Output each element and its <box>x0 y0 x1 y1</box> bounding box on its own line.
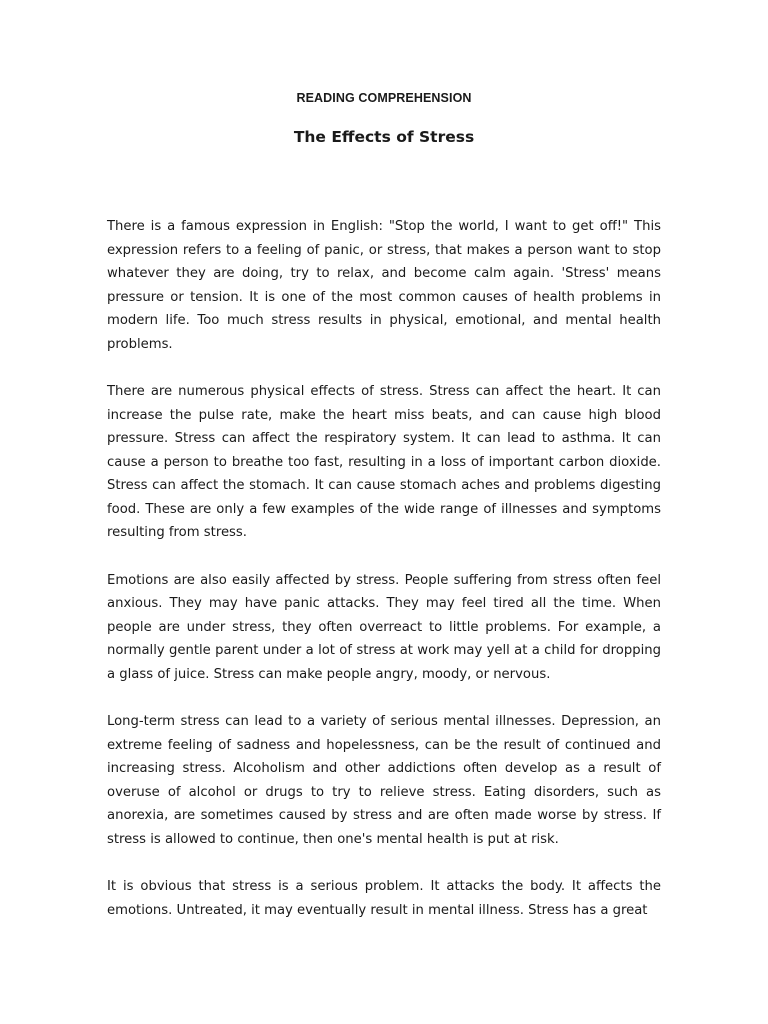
paragraph-physical-effects: There are numerous physical effects of stress. Stress can affect the heart. It can increase the pulse rate, make the heart miss beats, and can cause high blood pressure. Stress can affect the respiratory system. It can lead to asthma. It can cause a person to breathe too fast, resulting in a loss of important carbon dioxide. Stress can affect the stomach. It can cause stomach aches and problems digesting food. These are only a few examples of the wide range of illnesses and symptoms resulting from stress. <box>107 384 661 540</box>
document-body <box>107 215 661 946</box>
document-heading: READING COMPREHENSION <box>296 91 472 105</box>
paragraph-emotional-effects: Emotions are also easily affected by stress. People suffering from stress often feel anxious. They may have panic attacks. They may feel tired all the time. When people are under stress, they often overreact to little problems. For example, a normally gentle parent under a lot of stress at work may yell at a child for dropping a glass of juice. Stress can make people angry, moody, or nervous. <box>107 572 661 682</box>
paragraph-mental-effects: Long-term stress can lead to a variety of serious mental illnesses. Depression, an extreme feeling of sadness and hopelessness, can be the result of continued and increasing stress. Alcoholism and other addictions often develop as a result of overuse of alcohol or drugs to try to relieve stress. Eating disorders, such as anorexia, are sometimes caused by stress and are often made worse by stress. If stress is allowed to continue, then one's mental health is put at risk. <box>107 714 661 847</box>
paragraph-intro: There is a famous expression in English: "Stop the world, I want to get off!" This expression refers to a feeling of panic, or stress, that makes a person want to stop whatever they are doing, try to relax, and become calm again. 'Stress' means pressure or tension. It is one of the most common causes of health problems in modern life. Too much stress results in physical, emotional, and mental health problems. <box>107 219 661 352</box>
document-title: The Effects of Stress <box>293 128 475 146</box>
paragraph-conclusion: It is obvious that stress is a serious problem. It attacks the body. It affects the emotions. Untreated, it may eventually result in mental illness. Stress has a great <box>107 879 661 918</box>
